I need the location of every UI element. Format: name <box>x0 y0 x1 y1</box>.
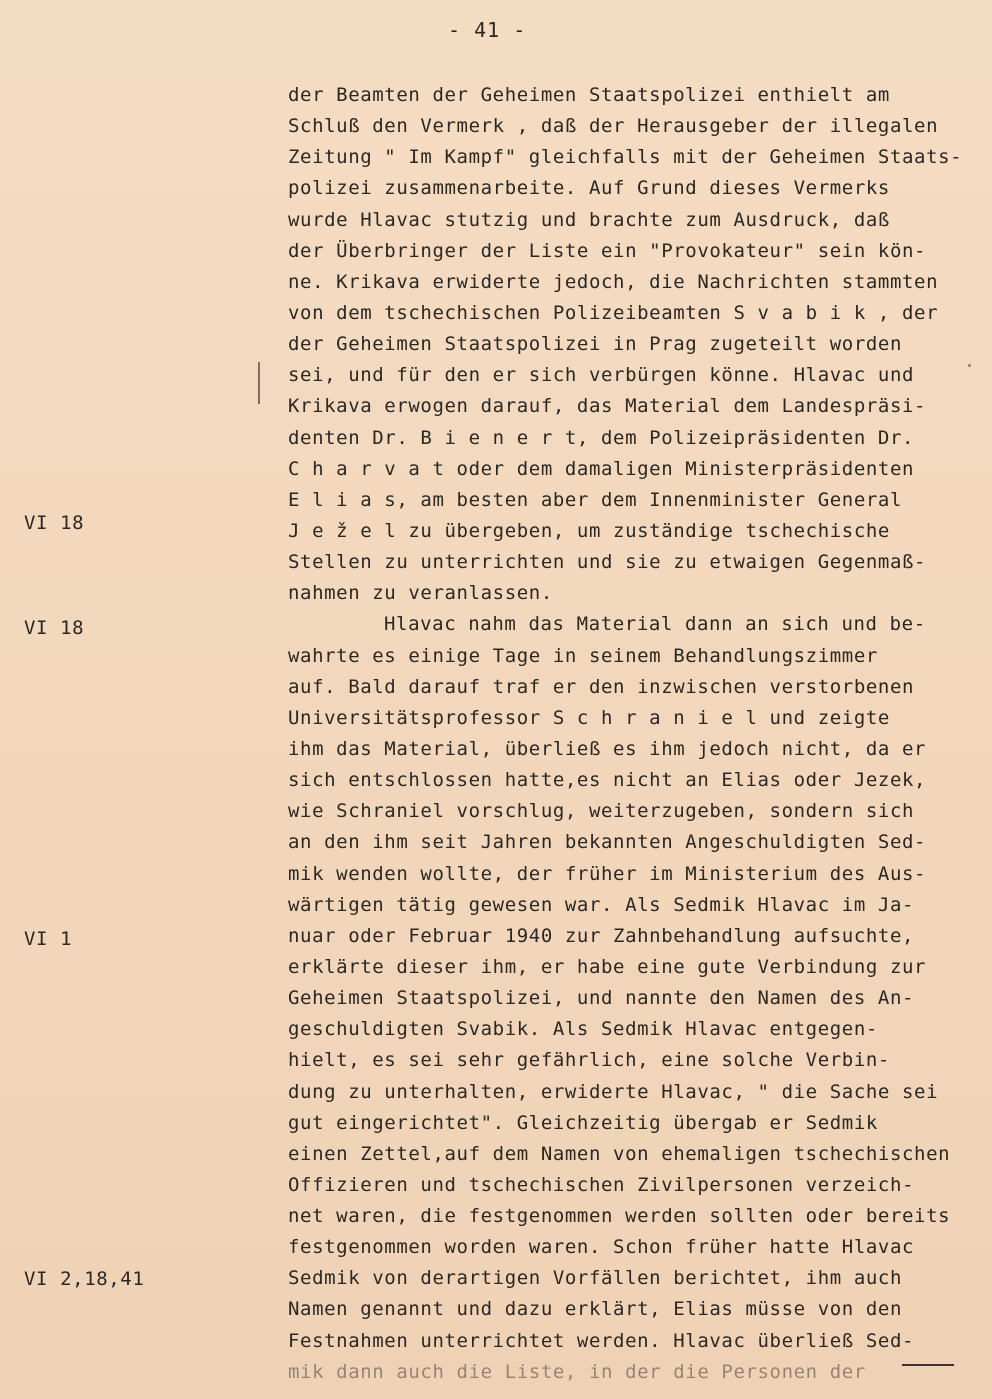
text-line: erklärte dieser ihm, er habe eine gute Verbindung zur <box>288 955 927 978</box>
text-line: wärtigen tätig gewesen war. Als Sedmik Hlavac im Ja- <box>288 893 915 916</box>
text-line: Offizieren und tschechischen Zivilpersonen verzeich- <box>288 1173 915 1196</box>
text-line: polizei zusammenarbeite. Auf Grund dieses Vermerks <box>288 177 890 200</box>
text-line: Sedmik von derartigen Vorfällen berichtet, ihm auch <box>288 1267 902 1290</box>
text-line: ne. Krikava erwiderte jedoch, die Nachrichten stammten <box>288 270 939 293</box>
margin-rule-mark <box>258 362 260 404</box>
text-line: einen Zettel,auf dem Namen von ehemaligen tschechischen <box>288 1142 951 1165</box>
text-line: der Geheimen Staatspolizei in Prag zugeteilt worden <box>288 333 902 356</box>
text-line: net waren, die festgenommen werden sollten oder bereits <box>288 1205 951 1228</box>
text-line: Hlavac nahm das Material dann an sich und be- <box>384 613 926 636</box>
text-line: gut eingerichtet". Gleichzeitig übergab er Sedmik <box>288 1111 878 1134</box>
text-line: Geheimen Staatspolizei, und nannte den Namen des An- <box>288 987 915 1010</box>
text-line: Zeitung " Im Kampf" gleichfalls mit der Geheimen Staats- <box>288 146 963 169</box>
text-line: wurde Hlavac stutzig und brachte zum Ausdruck, daß <box>288 208 890 231</box>
text-line: mik dann auch die Liste, in der die Personen der <box>288 1360 866 1383</box>
text-line: nahmen zu veranlassen. <box>288 582 553 605</box>
text-line: Schluß den Vermerk , daß der Herausgeber der illegalen <box>288 115 939 138</box>
text-line: C h a r v a t oder dem damaligen Ministerpräsidenten <box>288 457 915 480</box>
text-line: sei, und für den er sich verbürgen könne. Hlavac und <box>288 364 915 387</box>
text-line: wie Schraniel vorschlug, weiterzugeben, sondern sich <box>288 800 915 823</box>
margin-note: VI 18 <box>24 512 85 534</box>
text-line: auf. Bald darauf traf er den inzwischen verstorbenen <box>288 675 915 698</box>
text-line: geschuldigten Svabik. Als Sedmik Hlavac entgegen- <box>288 1018 878 1041</box>
text-line: dung zu unterhalten, erwiderte Hlavac, " die Sache sei <box>288 1080 939 1103</box>
text-line: Stellen zu unterrichten und sie zu etwaigen Gegenmaß- <box>288 551 927 574</box>
page-number: - 41 - <box>448 18 527 42</box>
text-line: von dem tschechischen Polizeibeamten S v a b i k , der <box>288 301 939 324</box>
text-line: festgenommen worden waren. Schon früher hatte Hlavac <box>288 1236 915 1259</box>
text-line: hielt, es sei sehr gefährlich, eine solche Verbin- <box>288 1049 890 1072</box>
text-line: Universitätsprofessor S c h r a n i e l und zeigte <box>288 706 890 729</box>
text-line: J e ž e l zu übergeben, um zuständige tschechische <box>288 519 890 542</box>
text-line: Festnahmen unterrichtet werden. Hlavac überließ Sed- <box>288 1329 915 1352</box>
text-line: ihm das Material, überließ es ihm jedoch nicht, da er <box>288 737 927 760</box>
text-line: denten Dr. B i e n e r t, dem Polizeipräsidenten Dr. <box>288 426 915 449</box>
text-line: der Beamten der Geheimen Staatspolizei enthielt am <box>288 84 890 106</box>
text-line: an den ihm seit Jahren bekannten Angeschuldigten Sed- <box>288 831 927 854</box>
text-line: mik wenden wollte, der früher im Ministerium des Aus- <box>288 862 927 885</box>
margin-note: VI 18 <box>24 617 85 639</box>
text-line: der Überbringer der Liste ein "Provokateur" sein kön- <box>288 239 927 262</box>
margin-note: VI 1 <box>24 928 73 950</box>
text-line: sich entschlossen hatte,es nicht an Elias oder Jezek, <box>288 769 927 792</box>
text-line: Krikava erwogen darauf, das Material dem Landespräsi- <box>288 395 927 418</box>
text-line: wahrte es einige Tage in seinem Behandlungszimmer <box>288 644 878 667</box>
text-line: E l i a s, am besten aber dem Innenminister General <box>288 488 902 511</box>
text-line: nuar oder Februar 1940 zur Zahnbehandlung aufsuchte, <box>288 924 915 947</box>
handwritten-underline <box>902 1364 954 1366</box>
body-text <box>288 80 988 1388</box>
text-line: Namen genannt und dazu erklärt, Elias müsse von den <box>288 1298 902 1321</box>
margin-note: VI 2,18,41 <box>24 1268 145 1290</box>
